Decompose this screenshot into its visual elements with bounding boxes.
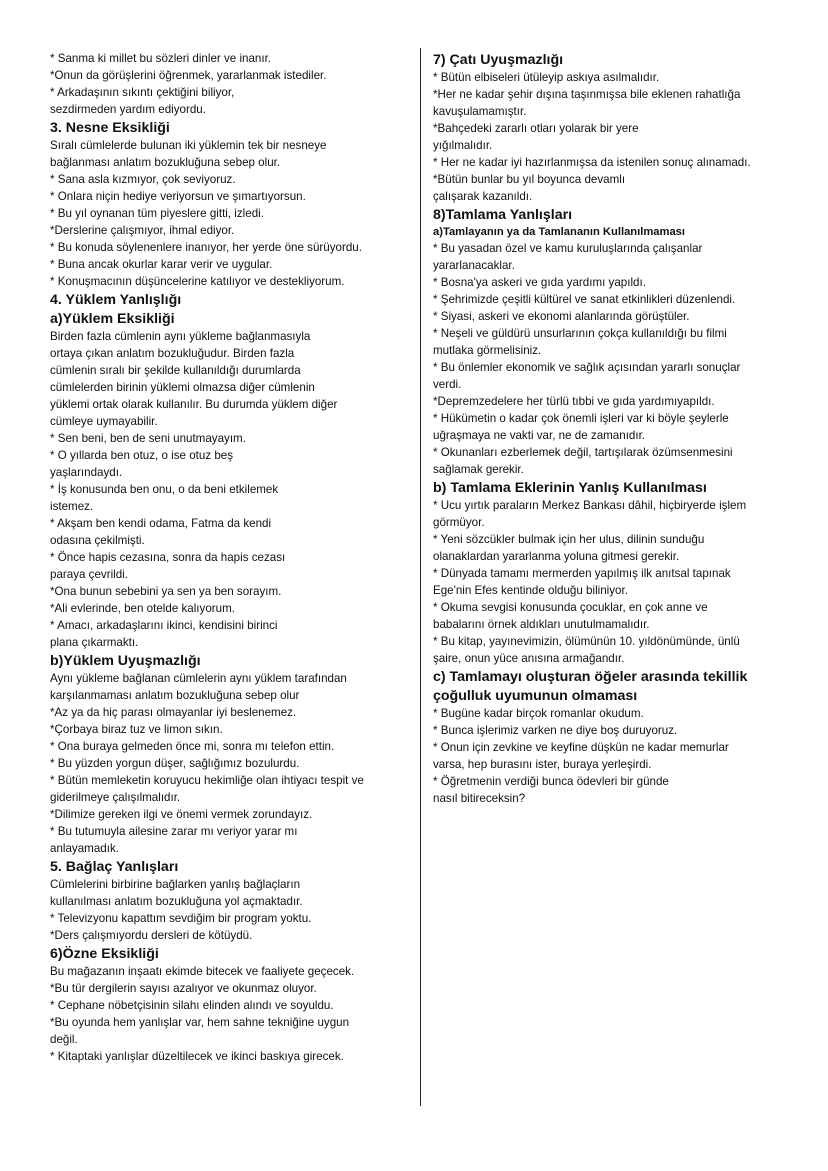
left-text-line: * Akşam ben kendi odama, Fatma da kendi: [50, 517, 272, 530]
left-text-line: *Ali evlerinde, ben otelde kalıyorum.: [50, 602, 235, 615]
right-text-line: * Bosna'ya askeri ve gıda yardımı yapıldı.: [433, 276, 646, 289]
left-text-line: cümlelerden birinin yüklemi olmazsa diğer cümlenin: [50, 381, 315, 394]
right-heading: 7) Çatı Uyuşmazlığı: [433, 52, 564, 68]
left-text-line: * Amacı, arkadaşlarını ikinci, kendisini birinci: [50, 619, 278, 632]
right-text-line: * Bu kitap, yayınevimizin, ölümünün 10. yıldönümünde, ünlü: [433, 635, 740, 648]
left-text-line: * Ona buraya gelmeden önce mi, sonra mı telefon ettin.: [50, 740, 335, 753]
left-text-line: * Sana asla kızmıyor, çok seviyoruz.: [50, 173, 236, 186]
right-text-line: olanaklardan yararlanma yoluna gitmesi gerekir.: [433, 550, 680, 563]
right-text-line: Ege'nin Efes kentinde olduğu biliniyor.: [433, 584, 628, 597]
right-text-line: * Dünyada tamamı mermerden yapılmış ilk anıtsal tapınak: [433, 567, 731, 580]
left-heading: b)Yüklem Uyuşmazlığı: [50, 653, 201, 669]
left-text-line: * Bu tutumuyla ailesine zarar mı veriyor yarar mı: [50, 825, 298, 838]
right-text-line: * Hükümetin o kadar çok önemli işleri var ki böyle şeylerle: [433, 412, 729, 425]
right-text-line: * Siyasi, askeri ve ekonomi alanlarında görüştüler.: [433, 310, 690, 323]
right-text-line: * Bu önlemler ekonomik ve sağlık açısından yararlı sonuçlar: [433, 361, 741, 374]
left-text-line: *Bu oyunda hem yanlışlar var, hem sahne tekniğine uygun: [50, 1016, 350, 1029]
right-text-line: * Her ne kadar iyi hazırlanmışsa da istenilen sonuç alınamadı.: [433, 156, 751, 169]
left-heading: 3. Nesne Eksikliği: [50, 120, 170, 136]
left-text-line: *Dilimize gereken ilgi ve önemi vermek zorundayız.: [50, 808, 313, 821]
right-heading: çoğulluk uyumunun olmaması: [433, 688, 638, 704]
left-text-line: istemez.: [50, 500, 94, 513]
left-text-line: * Bütün memleketin koruyucu hekimliğe olan ihtiyacı tespit ve: [50, 774, 364, 787]
left-text-line: odasına çekilmişti.: [50, 534, 145, 547]
left-text-line: Bu mağazanın inşaatı ekimde bitecek ve faaliyete geçecek.: [50, 965, 355, 978]
right-text-line: çalışarak kazanıldı.: [433, 190, 533, 203]
right-text-line: *Bütün bunlar bu yıl boyunca devamlı: [433, 173, 626, 186]
right-text-line: görmüyor.: [433, 516, 485, 529]
left-text-line: paraya çevrildi.: [50, 568, 128, 581]
right-text-line: babalarını örnek aldıkları unutulmamalıdır.: [433, 618, 650, 631]
left-text-line: *Çorbaya biraz tuz ve limon sıkın.: [50, 723, 223, 736]
left-heading: 6)Özne Eksikliği: [50, 946, 159, 962]
right-text-line: mutlaka görmelisiniz.: [433, 344, 542, 357]
left-text-line: anlayamadık.: [50, 842, 119, 855]
left-text-line: * İş konusunda ben onu, o da beni etkilemek: [50, 483, 279, 496]
left-text-line: Sıralı cümlelerde bulunan iki yüklemin tek bir nesneye: [50, 139, 327, 152]
left-text-line: * Kitaptaki yanlışlar düzeltilecek ve ikinci baskıya girecek.: [50, 1050, 344, 1063]
right-text-line: * Ucu yırtık paraların Merkez Bankası dâhil, hiçbiryerde işlem: [433, 499, 747, 512]
right-heading: c) Tamlamayı oluşturan öğeler arasında tekillik: [433, 669, 748, 685]
left-text-line: *Ona bunun sebebini ya sen ya ben sorayım.: [50, 585, 282, 598]
left-text-line: * Bu yıl oynanan tüm piyeslere gitti, izledi.: [50, 207, 264, 220]
right-text-line: *Depremzedelere her türlü tıbbi ve gıda yardımıyapıldı.: [433, 395, 715, 408]
right-text-line: * Okunanları ezberlemek değil, tartışılarak özümsenmesini: [433, 446, 733, 459]
right-text-line: nasıl bitireceksin?: [433, 792, 526, 805]
left-text-line: *Az ya da hiç parası olmayanlar iyi beslenemez.: [50, 706, 297, 719]
left-text-line: * Sanma ki millet bu sözleri dinler ve inanır.: [50, 52, 272, 65]
left-column: [50, 50, 410, 1065]
right-text-line: * Öğretmenin verdiği bunca ödevleri bir günde: [433, 775, 669, 788]
left-text-line: yaşlarındaydı.: [50, 466, 123, 479]
left-text-line: * Buna ancak okurlar karar verir ve uygular.: [50, 258, 273, 271]
right-text-line: yararlanacaklar.: [433, 259, 515, 272]
right-text-line: verdi.: [433, 378, 462, 391]
right-text-line: * Bu yasadan özel ve kamu kuruluşlarında çalışanlar: [433, 242, 703, 255]
left-text-line: Aynı yükleme bağlanan cümlelerin aynı yüklem tarafından: [50, 672, 347, 685]
left-heading: 5. Bağlaç Yanlışları: [50, 859, 179, 875]
left-text-line: * Arkadaşının sıkıntı çektiğini biliyor,: [50, 86, 235, 99]
right-heading: 8)Tamlama Yanlışları: [433, 207, 573, 223]
right-text-line: şaire, onun yüce anısına armağandır.: [433, 652, 625, 665]
left-text-line: * Önce hapis cezasına, sonra da hapis cezası: [50, 551, 286, 564]
left-text-line: cümlenin sıralı bir şekilde kullanıldığı durumlarda: [50, 364, 301, 377]
left-text-line: sezdirmeden yardım ediyordu.: [50, 103, 206, 116]
right-text-line: * Okuma sevgisi konusunda çocuklar, en çok anne ve: [433, 601, 708, 614]
right-text-line: *Bahçedeki zararlı otları yolarak bir yere: [433, 122, 639, 135]
left-text-line: cümleye uymayabilir.: [50, 415, 158, 428]
left-text-line: * Bu konuda söylenenlere inanıyor, her yerde öne sürüyordu.: [50, 241, 362, 254]
left-text-line: * Sen beni, ben de seni unutmayayım.: [50, 432, 246, 445]
right-text-line: uğraşmaya ne vakti var, ne de zamanıdır.: [433, 429, 646, 442]
left-text-line: * O yıllarda ben otuz, o ise otuz beş: [50, 449, 234, 462]
left-text-line: plana çıkarmaktı.: [50, 636, 139, 649]
left-text-line: Cümlelerini birbirine bağlarken yanlış bağlaçların: [50, 878, 301, 891]
left-text-line: bağlanması anlatım bozukluğuna sebep olur.: [50, 156, 281, 169]
left-text-line: * Konuşmacının düşüncelerine katılıyor ve destekliyorum.: [50, 275, 345, 288]
right-text-line: * Neşeli ve güldürü unsurlarının çokça kullanıldığı bu filmi: [433, 327, 727, 340]
left-heading: 4. Yüklem Yanlışlığı: [50, 292, 182, 308]
right-text-line: * Yeni sözcükler bulmak için her ulus, dilinin sunduğu: [433, 533, 705, 546]
left-text-line: Birden fazla cümlenin aynı yükleme bağlanmasıyla: [50, 330, 311, 343]
right-text-line: sağlamak gerekir.: [433, 463, 524, 476]
left-text-line: * Onlara niçin hediye veriyorsun ve şımartıyorsun.: [50, 190, 306, 203]
right-column: [433, 50, 783, 807]
left-text-line: karşılanmaması anlatım bozukluğuna sebep olur: [50, 689, 300, 702]
left-text-line: * Bu yüzden yorgun düşer, sağlığımız bozulurdu.: [50, 757, 300, 770]
left-text-line: * Televizyonu kapattım sevdiğim bir program yoktu.: [50, 912, 312, 925]
left-text-line: *Onun da görüşlerini öğrenmek, yararlanmak istediler.: [50, 69, 327, 82]
left-heading: a)Yüklem Eksikliği: [50, 311, 175, 327]
left-text-line: ortaya çıkan anlatım bozukluğudur. Birden fazla: [50, 347, 295, 360]
right-text-line: * Onun için zevkine ve keyfine düşkün ne kadar memurlar: [433, 741, 729, 754]
column-divider: [420, 48, 421, 1106]
left-text-line: giderilmeye çalışılmalıdır.: [50, 791, 181, 804]
right-text-line: * Bunca işlerimiz varken ne diye boş duruyoruz.: [433, 724, 678, 737]
left-text-line: değil.: [50, 1033, 78, 1046]
right-text-line: kavuşulamamıştır.: [433, 105, 527, 118]
left-text-line: yüklemi ortak olarak kullanılır. Bu durumda yüklem diğer: [50, 398, 338, 411]
left-text-line: *Derslerine çalışmıyor, ihmal ediyor.: [50, 224, 235, 237]
right-text-line: yığılmalıdır.: [433, 139, 493, 152]
right-text-line: * Şehrimizde çeşitli kültürel ve sanat etkinlikleri düzenlendi.: [433, 293, 736, 306]
right-text-line: *Her ne kadar şehir dışına taşınmışsa bile eklenen rahatlığa: [433, 88, 741, 101]
right-heading: a)Tamlayanın ya da Tamlananın Kullanılmaması: [433, 226, 686, 238]
right-text-line: * Bugüne kadar birçok romanlar okudum.: [433, 707, 644, 720]
right-heading: b) Tamlama Eklerinin Yanlış Kullanılması: [433, 480, 707, 496]
left-text-line: *Bu tür dergilerin sayısı azalıyor ve okunmaz oluyor.: [50, 982, 317, 995]
right-text-line: varsa, hep burasını ister, buraya yerleşirdi.: [433, 758, 652, 771]
left-text-line: *Ders çalışmıyordu dersleri de kötüydü.: [50, 929, 253, 942]
left-text-line: * Cephane nöbetçisinin silahı elinden alındı ve soyuldu.: [50, 999, 334, 1012]
right-text-line: * Bütün elbiseleri ütüleyip askıya asılmalıdır.: [433, 71, 660, 84]
left-text-line: kullanılması anlatım bozukluğuna yol açmaktadır.: [50, 895, 303, 908]
